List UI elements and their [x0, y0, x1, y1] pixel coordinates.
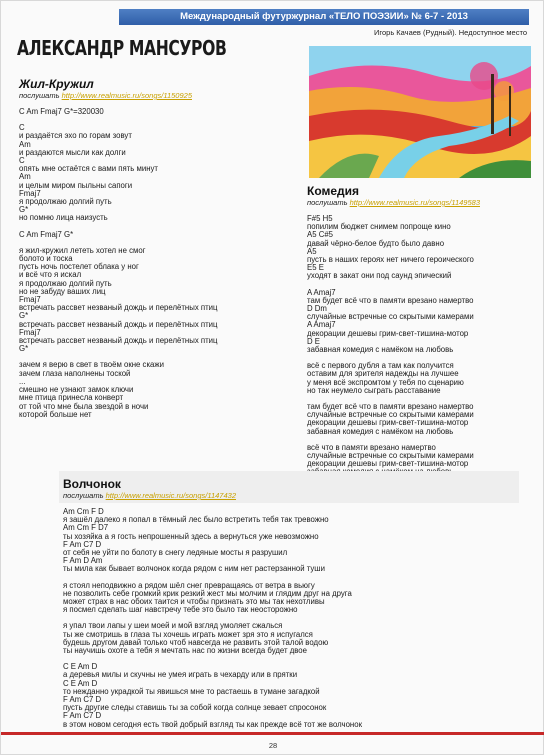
- listen-line: послушать http://www.realmusic.ru/songs/1147432: [63, 491, 236, 500]
- lyric-line: и раздаются мысли как долги: [19, 147, 126, 157]
- chord-line: C Am Fmaj7 G*=320030: [19, 107, 104, 116]
- lyric-line: F Am C7 D: [63, 711, 102, 721]
- lyric-line: G*: [19, 344, 29, 354]
- lyric-line: я жил-кружил лететь хотел не смог: [19, 245, 146, 255]
- song-link[interactable]: http://www.realmusic.ru/songs/1149583: [349, 198, 480, 207]
- lyric-line: ...: [19, 376, 26, 386]
- lyric-line: C E Am D: [63, 662, 98, 672]
- lyric-line: забавная комедия с намёком на любовь: [307, 345, 454, 355]
- lyric-line: Am Cm F D7: [63, 523, 109, 533]
- lyric-line: Fmaj7: [19, 188, 41, 198]
- lyric-line: уходят в закат они под саунд эпический: [307, 271, 452, 281]
- verse-1: [307, 215, 539, 281]
- song-volchonok: [63, 477, 533, 729]
- lyric-line: но помню лица наизусть: [19, 213, 108, 223]
- lyric-line: G*: [19, 205, 29, 215]
- lyric-line: мне птица принесла конверт: [19, 393, 124, 403]
- song-link[interactable]: http://www.realmusic.ru/songs/1150925: [61, 91, 192, 100]
- lyric-line: и раздаётся эхо по горам зовут: [19, 131, 132, 141]
- lyric-line: C: [19, 156, 25, 166]
- lyric-line: декорации дешевы грим-свет-тишина-мотор: [307, 418, 469, 428]
- lyric-line: Fmaj7: [19, 327, 41, 337]
- lyric-line: зачем я верю в свет в твоём окне скажи: [19, 360, 164, 370]
- lyric-line: декорации дешевы грим-свет-тишина-мотор: [307, 328, 469, 338]
- lyric-line: у меня всё экспромтом у тебя по сценарию: [307, 377, 464, 387]
- lyric-line: то нежданно украдкой ты явишься мне то растаешь в тумане загадкой: [63, 686, 320, 696]
- lyric-line: в этом новом сегодня есть твой добрый взгляд ты как прежде всё тот же волчонок: [63, 719, 362, 729]
- lyric-line: которой больше нет: [19, 409, 92, 419]
- lyric-line: от себя не уйти по болоту в снегу ледяные мосты я разрушил: [63, 548, 288, 558]
- lyric-line: давай чёрно-белое будто было давно: [307, 238, 445, 248]
- lyric-line: там будет всё что в памяти врезано намертво: [307, 402, 474, 412]
- lyric-line: но не забуду ваших лиц: [19, 286, 106, 296]
- lyric-line: D E: [307, 336, 320, 346]
- lyric-line: будешь другом давай только чтоб навсегда не развить этой талой водою: [63, 637, 329, 647]
- lyric-line: A Amaj7: [307, 320, 336, 330]
- lyric-line: всё что в памяти врезано намертво: [307, 442, 436, 452]
- lyric-line: F Am C7 D: [63, 695, 102, 705]
- lyric-line: оставим для зрителя надежды на лучшее: [307, 369, 459, 379]
- lyric-line: там будет всё что в памяти врезано намертво: [307, 295, 474, 305]
- lyric-line: F Am C7 D: [63, 539, 102, 549]
- verse-1: [19, 124, 319, 222]
- verse-2: [307, 289, 539, 355]
- lyric-line: и целым миром пыльны сапоги: [19, 180, 133, 190]
- lyric-line: забавная комедия с намёком на любовь: [307, 426, 454, 436]
- lyric-line: E5 E: [307, 263, 324, 273]
- lyric-line: встречать рассвет незваный дождь и перелётных птиц: [19, 303, 218, 313]
- lyric-line: ты мила как бывает волчонок когда рядом с ним нет растерзанной туши: [63, 564, 325, 574]
- lyric-line: ты же смотришь в глаза ты хочешь играть может зря это я испугался: [63, 629, 313, 639]
- song-link[interactable]: http://www.realmusic.ru/songs/1147432: [105, 491, 236, 500]
- lyric-line: ты научишь охоте а тебя я мечтать нас по жизни всегда будет двое: [63, 646, 307, 656]
- song-title: Волчонок: [63, 477, 121, 491]
- verse-2: [63, 582, 533, 615]
- lyric-line: встречать рассвет незваный дождь и перелётных птиц: [19, 319, 218, 329]
- lyric-line: не позволить себе громкий крик резкий жест мы молчим и глядим друг на друга: [63, 588, 352, 598]
- landscape-painting: [309, 46, 531, 178]
- song-zhil-kruzhil: [19, 77, 319, 419]
- lyric-line: болото и тоска: [19, 254, 73, 264]
- lyric-line: пусть в наших героях нет ничего героического: [307, 255, 474, 265]
- footer-divider: [1, 732, 544, 735]
- verse-4: [63, 663, 533, 729]
- author-name: АЛЕКСАНДР МАНСУРОВ: [17, 36, 227, 60]
- lyric-line: может страх в нас обоих таится и чтобы признать это мы так нехотливы: [63, 597, 325, 607]
- lyric-line: опять мне остаётся с вами пять минут: [19, 164, 158, 174]
- lyric-line: F#5 H5: [307, 214, 333, 223]
- listen-line: послушать http://www.realmusic.ru/songs/1149583: [307, 198, 480, 207]
- lyric-line: я стоял неподвижно а рядом шёл снег превращаясь от ветра в вьюгу: [63, 580, 315, 590]
- lyric-line: я упал твои лапы у шеи моей и мой взгляд умоляет сжалься: [63, 621, 283, 631]
- song-title: Жил-Кружил: [19, 77, 94, 91]
- verse-3: [307, 362, 539, 395]
- lyric-line: ты хозяйка а я гость непрошенный здесь а вернуться уже невозможно: [63, 531, 319, 541]
- lyric-line: случайные встречные со скрытыми камерами: [307, 410, 474, 420]
- lyric-line: зачем глаза наполнены тоской: [19, 368, 131, 378]
- lyric-line: Fmaj7: [19, 295, 41, 305]
- lyric-line: а деревья милы и скучны не умея играть в чехарду или в прятки: [63, 670, 298, 680]
- verse-1: [63, 508, 533, 574]
- lyric-line: C: [19, 123, 25, 133]
- lyric-line: но так неумело сыграть расставание: [307, 385, 441, 395]
- lyric-line: случайные встречные со скрытыми камерами: [307, 312, 474, 322]
- lyric-line: от той что мне была звездой в ночи: [19, 401, 149, 411]
- verse-4: [307, 403, 539, 436]
- lyric-line: всё с первого дубля а там как получится: [307, 361, 454, 371]
- lyric-line: Am: [19, 139, 31, 149]
- lyric-line: F Am D Am: [63, 556, 103, 566]
- page-number: 28: [268, 741, 278, 750]
- verse-2: [19, 247, 319, 354]
- lyric-line: Am Cm F D: [63, 507, 104, 516]
- lyric-line: я продолжаю долгий путь: [19, 197, 112, 207]
- lyric-line: я посмел сделать шаг навстречу тебе это было так неосторожно: [63, 605, 298, 615]
- lyric-line: A5: [307, 246, 317, 256]
- lyric-line: D Dm: [307, 304, 327, 314]
- lyric-line: декорации дешевы грим-свет-тишина-мотор: [307, 459, 469, 469]
- lyric-line: попилим бюджет снимем попроще кино: [307, 222, 451, 232]
- lyric-line: я продолжаю долгий путь: [19, 278, 112, 288]
- lyric-line: случайные встречные со скрытыми камерами: [307, 451, 474, 461]
- lyric-line: встречать рассвет незваный дождь и перелётных птиц: [19, 336, 218, 346]
- lyric-line: смешно не узнают замок ключи: [19, 385, 134, 395]
- journal-header: Международный футуржурнал «ТЕЛО ПОЭЗИИ» № 6-7 - 2013: [119, 9, 529, 25]
- lyric-line: пусть другие следы ставишь ты за собой когда солнце зевает спросонок: [63, 703, 327, 713]
- verse-3: [19, 361, 319, 418]
- song-title: Комедия: [307, 184, 360, 198]
- header-subtitle: Игорь Качаев (Рудный). Недоступное место: [374, 28, 527, 37]
- lyric-line: я зашёл далеко я попал в тёмный лес было встретить тебя так тревожно: [63, 515, 329, 525]
- lyric-line: G*: [19, 311, 29, 321]
- lyric-line: A Amaj7: [307, 287, 336, 297]
- lyric-line: Am: [19, 172, 31, 182]
- listen-line: послушать http://www.realmusic.ru/songs/1150925: [19, 91, 192, 100]
- lyric-line: A5 C#5: [307, 230, 334, 240]
- verse-3: [63, 622, 533, 655]
- lyric-line: и всё что я искал: [19, 270, 82, 280]
- chord-line: C Am Fmaj7 G*: [19, 229, 74, 239]
- lyric-line: пусть ночь постелет облака у ног: [19, 262, 139, 272]
- song-comedy: [307, 184, 539, 477]
- lyric-line: C E Am D: [63, 678, 98, 688]
